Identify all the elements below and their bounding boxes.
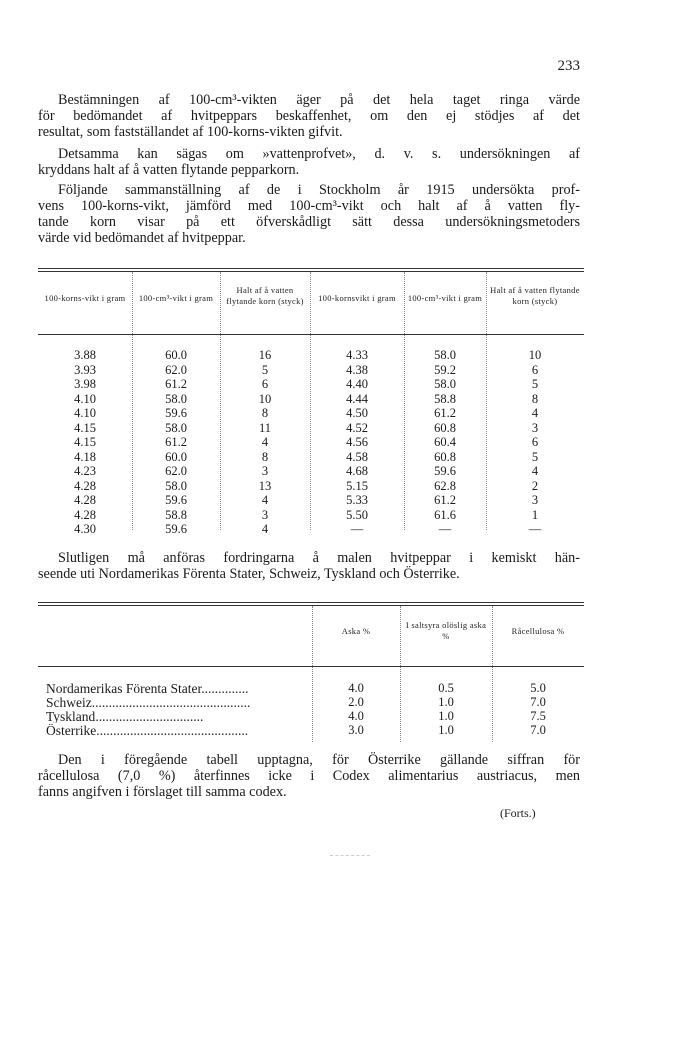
table-rule bbox=[38, 605, 584, 606]
table-rule bbox=[38, 666, 584, 667]
table-cell: 4 bbox=[531, 406, 539, 420]
column-divider bbox=[220, 272, 221, 530]
country-name: Österrike bbox=[46, 724, 97, 737]
table-cell: 59.6 bbox=[165, 493, 187, 507]
table-cell: 4.30 bbox=[74, 522, 96, 536]
leader-dots: .............. bbox=[201, 682, 249, 695]
table-cell: 8 bbox=[531, 391, 539, 406]
text-line: Slutligen må anföras fordringarna å malen hvitpeppar i kemiskt hän- bbox=[58, 550, 580, 566]
table-rule bbox=[38, 602, 584, 603]
table-cell: 58.0 bbox=[434, 377, 456, 391]
table-cell: 7.0 bbox=[530, 695, 546, 709]
table-cell: 3 bbox=[531, 420, 539, 435]
country-name: Nordamerikas Förenta Stater bbox=[46, 682, 202, 695]
table-cell: 60.0 bbox=[165, 348, 187, 362]
page-number: 233 bbox=[557, 58, 580, 74]
table-cell: 1.0 bbox=[438, 695, 454, 709]
column-divider bbox=[132, 272, 133, 530]
text-line: seende uti Nordamerikas Förenta Stater, Schweiz, Tyskland och Österrike. bbox=[38, 566, 460, 582]
table-cell: 4.40 bbox=[346, 377, 368, 391]
paragraph-1 bbox=[38, 92, 580, 140]
table-rule bbox=[38, 334, 584, 335]
continued-note: (Forts.) bbox=[500, 806, 536, 820]
table-cell: 5.50 bbox=[346, 507, 368, 522]
country-label bbox=[46, 724, 308, 737]
table-cell: 58.8 bbox=[434, 391, 456, 406]
text-line: Detsamma kan sägas om »vattenprofvet», d. v. s. undersökningen af bbox=[58, 146, 580, 162]
table-cell: 59.6 bbox=[165, 406, 187, 420]
text-line: resultat, som fastställandet af 100-korns-vikten gifvit. bbox=[38, 124, 343, 140]
column-divider bbox=[400, 606, 401, 742]
table-cell: 10 bbox=[528, 348, 542, 362]
table-cell: 61.2 bbox=[434, 493, 456, 507]
table-cell: 3.98 bbox=[74, 377, 96, 391]
table-cell: 6 bbox=[531, 362, 539, 377]
paragraph-4 bbox=[38, 550, 580, 582]
table-cell: — bbox=[438, 522, 452, 536]
table-cell: 4.56 bbox=[346, 435, 368, 449]
table-cell: 5.0 bbox=[530, 681, 546, 695]
table-cell: 4.0 bbox=[348, 681, 364, 695]
column-header: 100-kornsvikt i gram bbox=[318, 293, 396, 303]
table-cell: 7.0 bbox=[530, 723, 546, 737]
text-line: vens 100-korns-vikt, jämförd med 100-cm³-vikt och halt af å vatten fly- bbox=[38, 198, 580, 214]
table-cell: 8 bbox=[261, 406, 269, 420]
leader-dots: ............................................... bbox=[91, 696, 251, 709]
column-header: 100-korns-vikt i gram bbox=[44, 293, 126, 303]
table-cell: 4 bbox=[261, 522, 269, 536]
table-cell: 4.68 bbox=[346, 464, 368, 478]
table-cell: 58.0 bbox=[165, 478, 187, 493]
table-cell: 5 bbox=[261, 362, 269, 377]
table-cell: 4 bbox=[531, 464, 539, 478]
paragraph-3 bbox=[38, 182, 580, 246]
table-cell: 4 bbox=[261, 435, 269, 449]
table-cell: 7.5 bbox=[530, 709, 546, 723]
column-divider bbox=[312, 606, 313, 742]
table-cell: 4.50 bbox=[346, 406, 368, 420]
table-cell: 4 bbox=[261, 493, 269, 507]
paragraph-2 bbox=[38, 146, 580, 178]
table-cell: 2.0 bbox=[348, 695, 364, 709]
column-header: Aska % bbox=[341, 626, 371, 636]
table-cell: 1 bbox=[531, 507, 539, 522]
table-cell: 3 bbox=[261, 507, 269, 522]
table-cell: 4.18 bbox=[74, 449, 96, 464]
table-cell: 60.4 bbox=[434, 435, 456, 449]
text-line: fanns angifven i förslaget till samma codex. bbox=[38, 784, 287, 800]
table-cell: 61.6 bbox=[434, 507, 456, 522]
table-cell: 3 bbox=[261, 464, 269, 478]
table-cell: 60.0 bbox=[165, 449, 187, 464]
text-line: tande korn visar på ett öfverskådligt sätt dessa undersökningsmetoders bbox=[38, 214, 580, 230]
paragraph-5 bbox=[38, 752, 580, 800]
column-header: Halt af å vatten flytande korn (styck) bbox=[226, 285, 304, 306]
table-cell: 62.8 bbox=[434, 478, 456, 493]
table-cell: 4.15 bbox=[74, 435, 96, 449]
text-line: Bestämningen af 100-cm³-vikten äger på det hela taget ringa värde bbox=[58, 92, 580, 108]
footer-mark bbox=[330, 855, 370, 856]
table-cell: 5 bbox=[531, 377, 539, 391]
table-cell: 58.0 bbox=[165, 420, 187, 435]
text-line: värde vid bedömandet af hvitpeppar. bbox=[38, 230, 246, 246]
table-cell: 58.8 bbox=[165, 507, 187, 522]
table-cell: 3.93 bbox=[74, 362, 96, 377]
leader-dots: ................................ bbox=[95, 710, 204, 723]
table-cell: — bbox=[350, 522, 364, 536]
table-cell: 61.2 bbox=[434, 406, 456, 420]
table-cell: 5 bbox=[531, 449, 539, 464]
country-name: Tyskland bbox=[46, 710, 96, 723]
country-label bbox=[46, 682, 308, 695]
country-name: Schweiz bbox=[46, 696, 92, 709]
table-cell: 3.88 bbox=[74, 348, 96, 362]
text-line: Den i föregående tabell upptagna, för Österrike gällande siffran för bbox=[58, 752, 580, 768]
table-cell: 61.2 bbox=[165, 377, 187, 391]
table-cell: 62.0 bbox=[165, 362, 187, 377]
table-cell: 60.8 bbox=[434, 449, 456, 464]
column-header: 100-cm³-vikt i gram bbox=[407, 293, 483, 303]
text-line: Följande sammanställning af de i Stockholm år 1915 undersökta prof- bbox=[58, 182, 580, 198]
column-divider bbox=[492, 606, 493, 742]
table-cell: 4.10 bbox=[74, 406, 96, 420]
table-cell: 4.15 bbox=[74, 420, 96, 435]
table-cell: 0.5 bbox=[438, 681, 454, 695]
column-divider bbox=[404, 272, 405, 530]
table-cell: 6 bbox=[531, 435, 539, 449]
country-label bbox=[46, 696, 308, 709]
table-cell: 4.23 bbox=[74, 464, 96, 478]
table-cell: 4.33 bbox=[346, 348, 368, 362]
table-cell: 4.58 bbox=[346, 449, 368, 464]
table-cell: 4.44 bbox=[346, 391, 368, 406]
column-header: Råcellulosa % bbox=[511, 626, 565, 636]
table-cell: 60.8 bbox=[434, 420, 456, 435]
table-cell: 4.28 bbox=[74, 493, 96, 507]
column-divider bbox=[310, 272, 311, 530]
table-cell: 4.10 bbox=[74, 391, 96, 406]
table-cell: 59.6 bbox=[165, 522, 187, 536]
table-cell: 61.2 bbox=[165, 435, 187, 449]
table-cell: 16 bbox=[258, 348, 272, 362]
text-line: råcellulosa (7,0 %) återfinnes icke i Codex alimentarius austriacus, men bbox=[38, 768, 580, 784]
text-line: kryddans halt af å vatten flytande pepparkorn. bbox=[38, 162, 300, 178]
table-rule bbox=[38, 271, 584, 272]
table-cell: 2 bbox=[531, 478, 539, 493]
column-header: 100-cm³-vikt i gram bbox=[138, 293, 214, 303]
table-cell: 4.0 bbox=[348, 709, 364, 723]
table-cell: — bbox=[528, 522, 542, 536]
table-cell: 59.6 bbox=[434, 464, 456, 478]
table-cell: 1.0 bbox=[438, 723, 454, 737]
column-header: Halt af å vatten flytande korn (styck) bbox=[490, 285, 580, 306]
table-cell: 4.28 bbox=[74, 478, 96, 493]
leader-dots: ............................................. bbox=[96, 724, 249, 737]
text-line: för bedömandet af hvitpeppars beskaffenhet, om den ej stödjes af det bbox=[38, 108, 580, 124]
table-cell: 8 bbox=[261, 449, 269, 464]
table-cell: 3 bbox=[531, 493, 539, 507]
table-cell: 62.0 bbox=[165, 464, 187, 478]
table-cell: 6 bbox=[261, 377, 269, 391]
table-cell: 4.28 bbox=[74, 507, 96, 522]
table-cell: 58.0 bbox=[434, 348, 456, 362]
table-cell: 5.15 bbox=[346, 478, 368, 493]
table-cell: 13 bbox=[258, 478, 272, 493]
table-cell: 10 bbox=[258, 391, 272, 406]
table-cell: 4.52 bbox=[346, 420, 368, 435]
table-cell: 1.0 bbox=[438, 709, 454, 723]
table-rule bbox=[38, 268, 584, 269]
country-label bbox=[46, 710, 308, 723]
table-cell: 11 bbox=[258, 420, 272, 435]
column-divider bbox=[486, 272, 487, 530]
table-cell: 59.2 bbox=[434, 362, 456, 377]
table-cell: 4.38 bbox=[346, 362, 368, 377]
column-header: I saltsyra olöslig aska % bbox=[405, 620, 487, 641]
table-cell: 58.0 bbox=[165, 391, 187, 406]
table-cell: 3.0 bbox=[348, 723, 364, 737]
table-cell: 5.33 bbox=[346, 493, 368, 507]
